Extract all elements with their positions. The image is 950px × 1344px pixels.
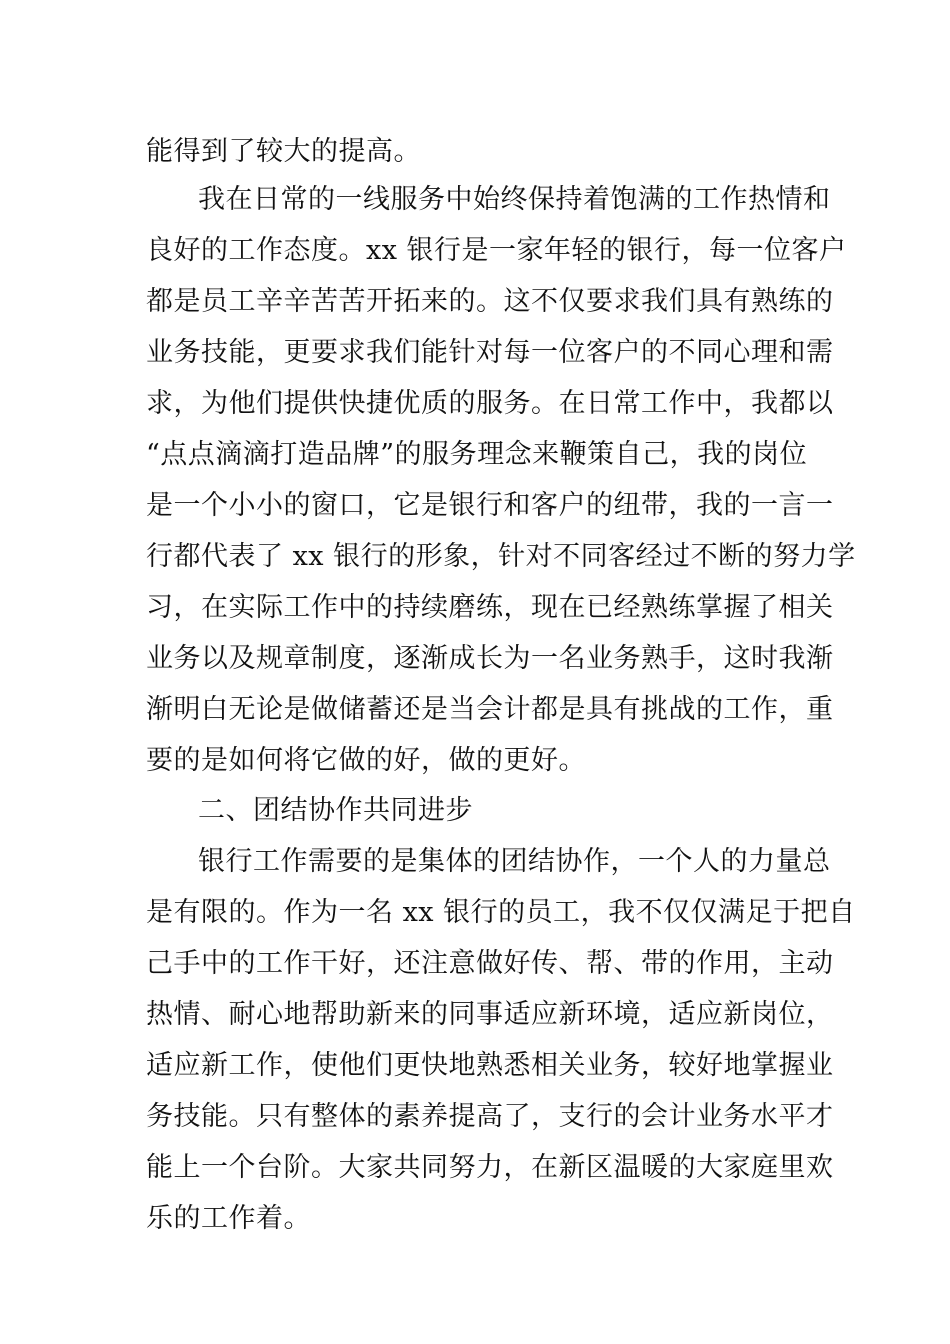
section-heading: 二、团结协作共同进步 xyxy=(198,795,473,826)
text-line: 习，在实际工作中的持续磨练，现在已经熟练掌握了相关 xyxy=(146,592,834,623)
text-line: 能上一个台阶。大家共同努力，在新区温暖的大家庭里欢 xyxy=(146,1152,834,1183)
text-line: 要的是如何将它做的好，做的更好。 xyxy=(146,745,586,776)
text-line: 良好的工作态度。xx 银行是一家年轻的银行，每一位客户 xyxy=(146,235,847,266)
text-line: 行都代表了 xx 银行的形象，针对不同客经过不断的努力学 xyxy=(146,541,856,572)
paragraph-start-line: 我在日常的一线服务中始终保持着饱满的工作热情和 xyxy=(198,184,831,215)
text-line: 能得到了较大的提高。 xyxy=(146,136,421,167)
text-line: 渐明白无论是做储蓄还是当会计都是具有挑战的工作，重 xyxy=(146,694,834,725)
text-line: “点点滴滴打造品牌”的服务理念来鞭策自己，我的岗位 xyxy=(146,439,808,470)
text-line: 是有限的。作为一名 xx 银行的员工，我不仅仅满足于把自 xyxy=(146,897,856,928)
text-line: 是一个小小的窗口，它是银行和客户的纽带，我的一言一 xyxy=(146,490,834,521)
paragraph-start-line: 银行工作需要的是集体的团结协作，一个人的力量总 xyxy=(198,846,831,877)
text-line: 业务以及规章制度，逐渐成长为一名业务熟手，这时我渐 xyxy=(146,643,834,674)
text-line: 业务技能，更要求我们能针对每一位客户的不同心理和需 xyxy=(146,337,834,368)
text-line: 务技能。只有整体的素养提高了，支行的会计业务水平才 xyxy=(146,1101,834,1132)
text-line: 适应新工作，使他们更快地熟悉相关业务，较好地掌握业 xyxy=(146,1050,834,1081)
text-line: 求，为他们提供快捷优质的服务。在日常工作中，我都以 xyxy=(146,388,834,419)
text-line: 己手中的工作干好，还注意做好传、帮、带的作用，主动 xyxy=(146,948,834,979)
text-line: 都是员工辛辛苦苦开拓来的。这不仅要求我们具有熟练的 xyxy=(146,286,834,317)
text-line: 热情、耐心地帮助新来的同事适应新环境，适应新岗位， xyxy=(146,999,834,1030)
text-line: 乐的工作着。 xyxy=(146,1203,311,1234)
